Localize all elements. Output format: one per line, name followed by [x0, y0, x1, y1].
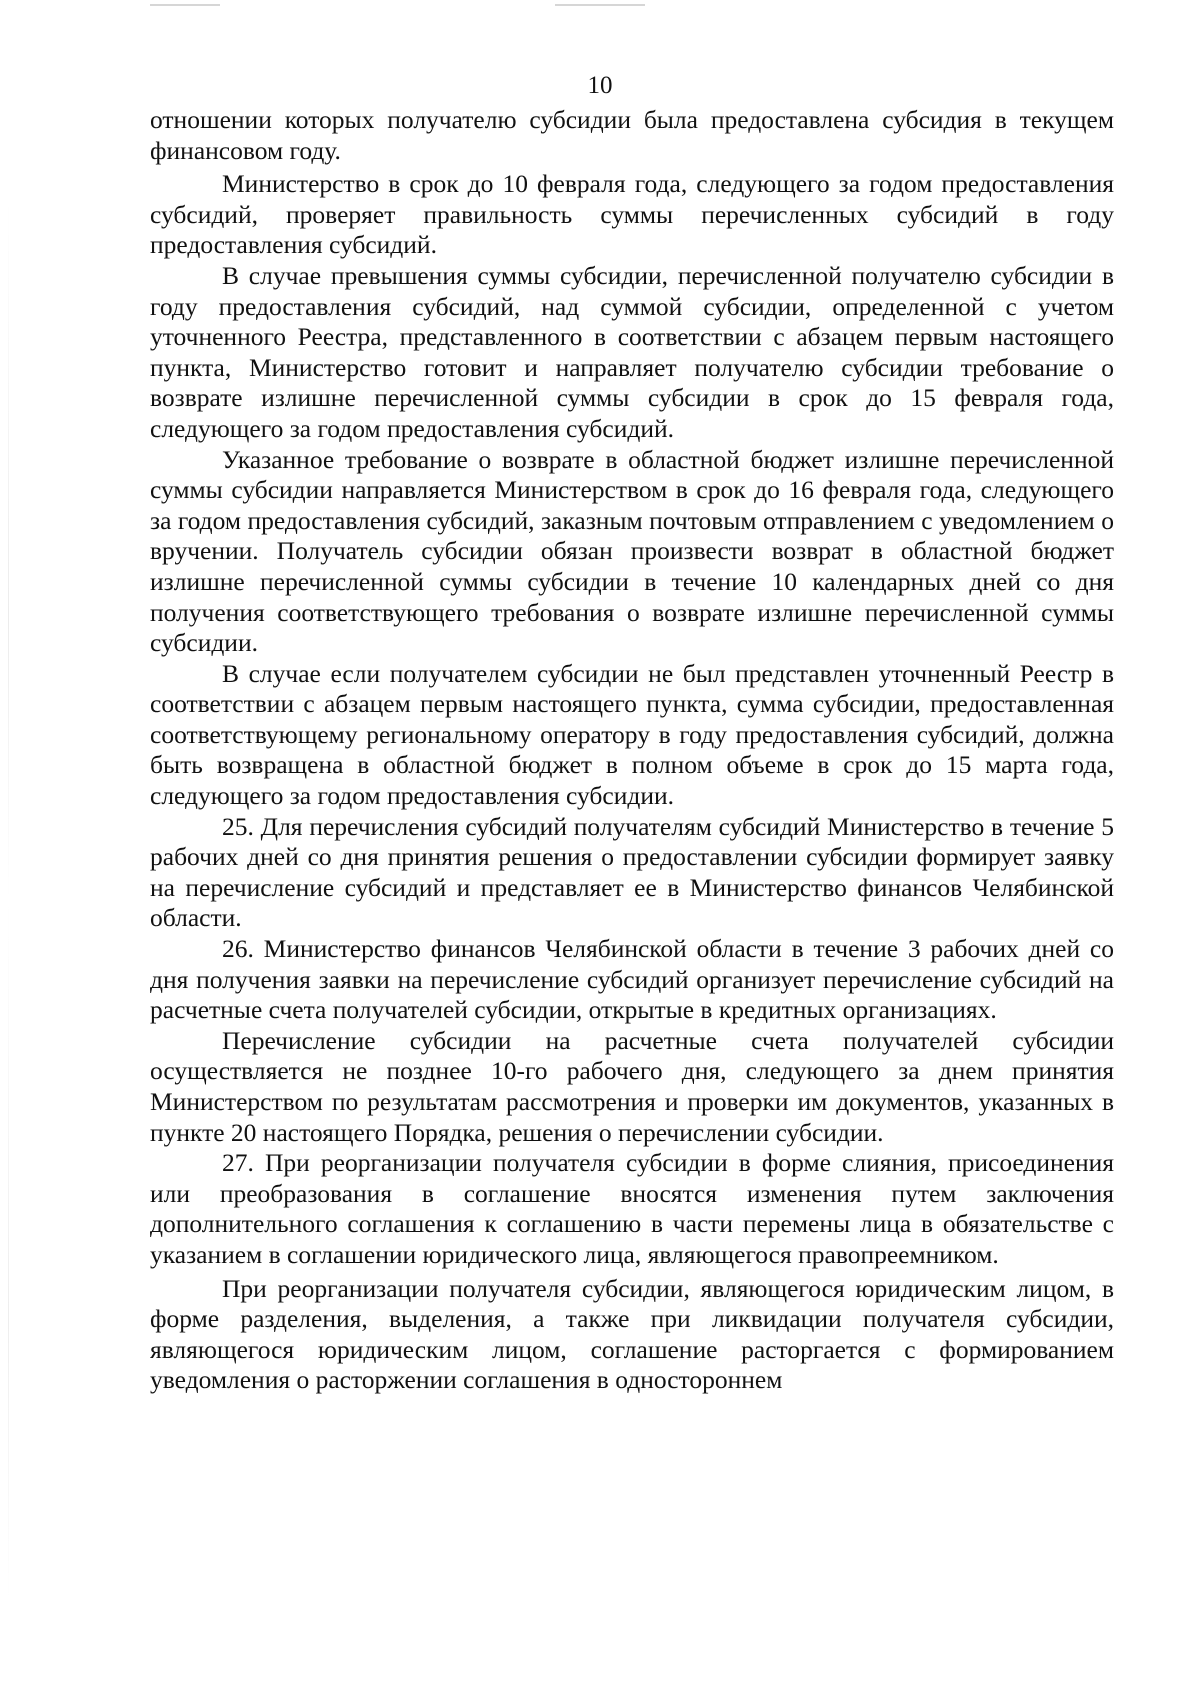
scan-artifact: [555, 4, 645, 6]
paragraph: 26. Министерство финансов Челябинской области в течение 3 рабочих дней со дня получения заявки на перечисление субсидий организует перечисление субсидий на расчетные счета получателей субсидии, открытые в кредитных организациях.: [150, 934, 1114, 1025]
paragraph: отношении которых получателю субсидии была предоставлена субсидия в текущем финансовом году.: [150, 105, 1114, 165]
paragraph: Указанное требование о возврате в областной бюджет излишне перечисленной суммы субсидии направляется Министерством в срок до 16 февраля года, следующего за годом предоставления субсидий, заказным почтовым отправлением с уведомлением о вручении. Получатель субсидии обязан произвести возврат в областной бюджет излишне перечисленной суммы субсидии в течение 10 календарных дней со дня получения соответствующего требования о возврате излишне перечисленной суммы субсидии.: [150, 444, 1114, 658]
paragraph: В случае превышения суммы субсидии, перечисленной получателю субсидии в году предоставления субсидий, над суммой субсидии, определенной с учетом уточненного Реестра, представленного в соответствии с абзацем первым настоящего пункта, Министерство готовит и направляет получателю субсидии требование о возврате излишне перечисленной суммы субсидии в срок до 15 февраля года, следующего за годом предоставления субсидий.: [150, 260, 1114, 443]
paragraph: 27. При реорганизации получателя субсидии в форме слияния, присоединения или преобразования в соглашение вносятся изменения путем заключения дополнительного соглашения к соглашению в части перемены лица в обязательстве с указанием в соглашении юридического лица, являющегося правопреемником.: [150, 1148, 1114, 1269]
scan-edge-artifact: [8, 200, 9, 1600]
document-body: [150, 105, 1114, 1396]
paragraph: В случае если получателем субсидии не был представлен уточненный Реестр в соответствии с абзацем первым настоящего пункта, сумма субсидии, предоставленная соответствующему региональному оператору в году предоставления субсидий, должна быть возвращена в областной бюджет в полном объеме в срок до 15 марта года, следующего за годом предоставления субсидии.: [150, 658, 1114, 811]
paragraph: 25. Для перечисления субсидий получателям субсидий Министерство в течение 5 рабочих дней со дня принятия решения о предоставлении субсидии формирует заявку на перечисление субсидий и представляет ее в Министерство финансов Челябинской области.: [150, 811, 1114, 933]
paragraph: Перечисление субсидии на расчетные счета получателей субсидии осуществляется не позднее 10-го рабочего дня, следующего за днем принятия Министерством по результатам рассмотрения и проверки им документов, указанных в пункте 20 настоящего Порядка, решения о перечислении субсидии.: [150, 1025, 1114, 1147]
paragraph: Министерство в срок до 10 февраля года, следующего за годом предоставления субсидий, проверяет правильность суммы перечисленных субсидий в году предоставления субсидий.: [150, 169, 1114, 260]
page-number: 10: [587, 72, 613, 99]
scan-artifact: [150, 4, 220, 6]
paragraph: При реорганизации получателя субсидии, являющегося юридическим лицом, в форме разделения, выделения, а также при ликвидации получателя субсидии, являющегося юридическим лицом, соглашение расторгается с формированием уведомления о расторжении соглашения в одностороннем: [150, 1273, 1114, 1395]
